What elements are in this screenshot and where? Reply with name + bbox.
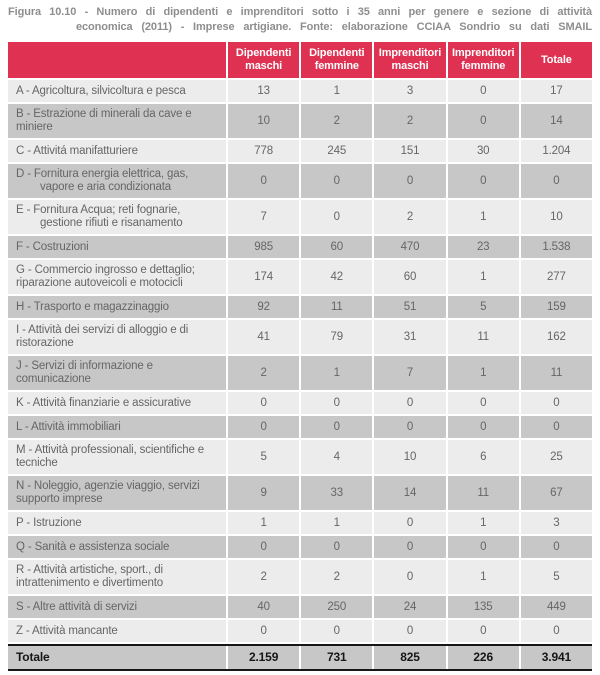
column-header: Totale — [521, 42, 592, 78]
table-cell: 162 — [521, 320, 592, 354]
table-cell: 0 — [374, 164, 445, 198]
table-cell: 1.538 — [521, 236, 592, 258]
table-cell: 0 — [228, 392, 299, 414]
row-label — [8, 164, 226, 198]
table-row — [8, 512, 592, 534]
table-cell: 778 — [228, 140, 299, 162]
column-header: Imprenditori maschi — [374, 42, 445, 78]
row-label-text: E - Fornitura Acqua; reti fognarie, gestione rifiuti e risanamento — [16, 204, 183, 229]
table-cell: 0 — [301, 164, 372, 198]
table-row — [8, 104, 592, 138]
table-cell: 10 — [374, 440, 445, 474]
total-cell: 825 — [374, 646, 445, 669]
table-cell: 0 — [521, 392, 592, 414]
table-cell: 0 — [448, 164, 519, 198]
column-header: Imprenditori femmine — [448, 42, 519, 78]
table-cell: 151 — [374, 140, 445, 162]
table-cell: 5 — [448, 296, 519, 318]
row-label — [8, 80, 226, 102]
table-row — [8, 80, 592, 102]
row-label — [8, 440, 226, 474]
table-row — [8, 536, 592, 558]
row-label-text: M - Attività professionali, scientifiche e tecniche — [16, 444, 205, 469]
table-row — [8, 200, 592, 234]
table-cell: 449 — [521, 596, 592, 618]
table-cell: 7 — [228, 200, 299, 234]
table-cell: 31 — [374, 320, 445, 354]
table-cell: 0 — [521, 536, 592, 558]
table-cell: 0 — [448, 620, 519, 642]
table-cell: 5 — [228, 440, 299, 474]
table-row — [8, 596, 592, 618]
table-cell: 33 — [301, 476, 372, 510]
table-cell: 135 — [448, 596, 519, 618]
table-row — [8, 236, 592, 258]
row-label-text: P - Istruzione — [16, 516, 82, 529]
row-label — [8, 356, 226, 390]
table-cell: 11 — [448, 320, 519, 354]
table-row — [8, 164, 592, 198]
row-label-text: I - Attività dei servizi di alloggio e di ristorazione — [16, 324, 189, 349]
table-cell: 0 — [521, 416, 592, 438]
table-cell: 4 — [301, 440, 372, 474]
table-cell: 0 — [448, 416, 519, 438]
table-cell: 13 — [228, 80, 299, 102]
table-cell: 0 — [301, 620, 372, 642]
table-cell: 0 — [228, 536, 299, 558]
table-cell: 2 — [374, 104, 445, 138]
row-label-text: D - Fornitura energia elettrica, gas, vapore e aria condizionata — [16, 168, 189, 193]
table-cell: 5 — [521, 560, 592, 594]
total-cell: 3.941 — [521, 646, 592, 669]
total-cell: 731 — [301, 646, 372, 669]
table-total-section — [8, 644, 592, 671]
table-cell: 470 — [374, 236, 445, 258]
table-cell: 14 — [374, 476, 445, 510]
table-row — [8, 260, 592, 294]
row-label-text: N - Noleggio, agenzie viaggio, servizi supporto imprese — [16, 480, 200, 505]
table-cell: 1 — [228, 512, 299, 534]
row-label — [8, 236, 226, 258]
figure-title-line1: Figura 10.10 - Numero di dipendenti e imprenditori sotto i 35 anni per genere e sezione di attività — [8, 6, 592, 18]
row-label — [8, 140, 226, 162]
table-cell: 0 — [301, 536, 372, 558]
table-cell: 3 — [521, 512, 592, 534]
table-cell: 0 — [374, 416, 445, 438]
row-label-text: G - Commercio ingrosso e dettaglio; riparazione autoveicoli e motocicli — [16, 264, 195, 289]
table-cell: 0 — [521, 620, 592, 642]
table-cell: 1 — [448, 512, 519, 534]
row-label-text: L - Attività immobiliari — [16, 420, 121, 433]
table-row — [8, 416, 592, 438]
header-corner-cell — [8, 42, 226, 78]
table-cell: 1 — [448, 200, 519, 234]
row-label-text: Q - Sanità e assistenza sociale — [16, 540, 170, 553]
table-cell: 11 — [301, 296, 372, 318]
row-label — [8, 476, 226, 510]
row-label-text: A - Agricoltura, silvicoltura e pesca — [16, 84, 186, 97]
table-cell: 0 — [448, 104, 519, 138]
table-cell: 41 — [228, 320, 299, 354]
table-cell: 0 — [374, 392, 445, 414]
table-cell: 11 — [448, 476, 519, 510]
table-cell: 0 — [301, 200, 372, 234]
table-cell: 60 — [301, 236, 372, 258]
table-row — [8, 440, 592, 474]
table-cell: 1 — [448, 260, 519, 294]
row-label — [8, 260, 226, 294]
row-label — [8, 104, 226, 138]
table-row — [8, 356, 592, 390]
total-cell: 226 — [448, 646, 519, 669]
table-row — [8, 140, 592, 162]
table-cell: 2 — [301, 560, 372, 594]
table-row — [8, 392, 592, 414]
table-row — [8, 620, 592, 642]
figure-title-line2: economica (2011) - Imprese artigiane. Fonte: elaborazione CCIAA Sondrio su dati SMAIL — [76, 21, 592, 33]
row-label — [8, 416, 226, 438]
table-cell: 2 — [301, 104, 372, 138]
table-cell: 0 — [228, 164, 299, 198]
table-cell: 0 — [374, 536, 445, 558]
table-cell: 9 — [228, 476, 299, 510]
table-cell: 25 — [521, 440, 592, 474]
row-label-text: F - Costruzioni — [16, 240, 89, 253]
table-cell: 79 — [301, 320, 372, 354]
table-cell: 30 — [448, 140, 519, 162]
table-cell: 3 — [374, 80, 445, 102]
table-row — [8, 560, 592, 594]
table-cell: 6 — [448, 440, 519, 474]
row-label — [8, 536, 226, 558]
table-cell: 0 — [374, 620, 445, 642]
table-cell: 92 — [228, 296, 299, 318]
table-cell: 51 — [374, 296, 445, 318]
table-cell: 1.204 — [521, 140, 592, 162]
table-cell: 10 — [521, 200, 592, 234]
row-label-text: C - Attivitá manifatturiere — [16, 144, 138, 157]
table-cell: 60 — [374, 260, 445, 294]
table-cell: 0 — [374, 512, 445, 534]
row-label — [8, 296, 226, 318]
row-label-text: Z - Attività mancante — [16, 624, 118, 637]
table-cell: 250 — [301, 596, 372, 618]
table-row — [8, 476, 592, 510]
row-label-text: R - Attività artistiche, sport., di intrattenimento e divertimento — [16, 564, 163, 589]
table-cell: 2 — [228, 560, 299, 594]
table-row — [8, 320, 592, 354]
table-cell: 14 — [521, 104, 592, 138]
table-cell: 1 — [301, 512, 372, 534]
table-cell: 985 — [228, 236, 299, 258]
table-cell: 159 — [521, 296, 592, 318]
table-cell: 0 — [521, 164, 592, 198]
table-total-row — [8, 646, 592, 669]
table-cell: 2 — [374, 200, 445, 234]
row-label-text: B - Estrazione di minerali da cave e miniere — [16, 108, 192, 133]
table-cell: 10 — [228, 104, 299, 138]
row-label-text: J - Servizi di informazione e comunicazione — [16, 360, 153, 385]
row-label — [8, 392, 226, 414]
table-cell: 174 — [228, 260, 299, 294]
column-header: Dipendenti femmine — [301, 42, 372, 78]
table-cell: 2 — [228, 356, 299, 390]
total-label: Totale — [8, 646, 226, 669]
table-cell: 277 — [521, 260, 592, 294]
table-cell: 0 — [228, 620, 299, 642]
table-row — [8, 296, 592, 318]
table-cell: 11 — [521, 356, 592, 390]
table-cell: 0 — [228, 416, 299, 438]
row-label — [8, 596, 226, 618]
table-body — [8, 80, 592, 642]
table-cell: 24 — [374, 596, 445, 618]
table-cell: 7 — [374, 356, 445, 390]
table-cell: 0 — [301, 392, 372, 414]
row-label — [8, 560, 226, 594]
table-cell: 40 — [228, 596, 299, 618]
row-label — [8, 200, 226, 234]
table-cell: 1 — [301, 80, 372, 102]
table-cell: 67 — [521, 476, 592, 510]
table-cell: 17 — [521, 80, 592, 102]
figure-title — [8, 5, 592, 35]
table-header-row — [8, 42, 592, 78]
total-cell: 2.159 — [228, 646, 299, 669]
row-label — [8, 512, 226, 534]
table-cell: 245 — [301, 140, 372, 162]
table-cell: 1 — [301, 356, 372, 390]
column-header: Dipendenti maschi — [228, 42, 299, 78]
table-cell: 0 — [448, 536, 519, 558]
table-cell: 1 — [448, 356, 519, 390]
row-label-text: S - Altre attività di servizi — [16, 600, 137, 613]
row-label — [8, 320, 226, 354]
table-cell: 42 — [301, 260, 372, 294]
table-cell: 1 — [448, 560, 519, 594]
table-cell: 0 — [301, 416, 372, 438]
row-label-text: H - Trasporto e magazzinaggio — [16, 300, 169, 313]
row-label-text: K - Attività finanziarie e assicurative — [16, 396, 192, 409]
table-cell: 23 — [448, 236, 519, 258]
data-table — [8, 42, 592, 671]
row-label — [8, 620, 226, 642]
table-cell: 0 — [448, 80, 519, 102]
table-cell: 0 — [448, 392, 519, 414]
table-cell: 0 — [374, 560, 445, 594]
